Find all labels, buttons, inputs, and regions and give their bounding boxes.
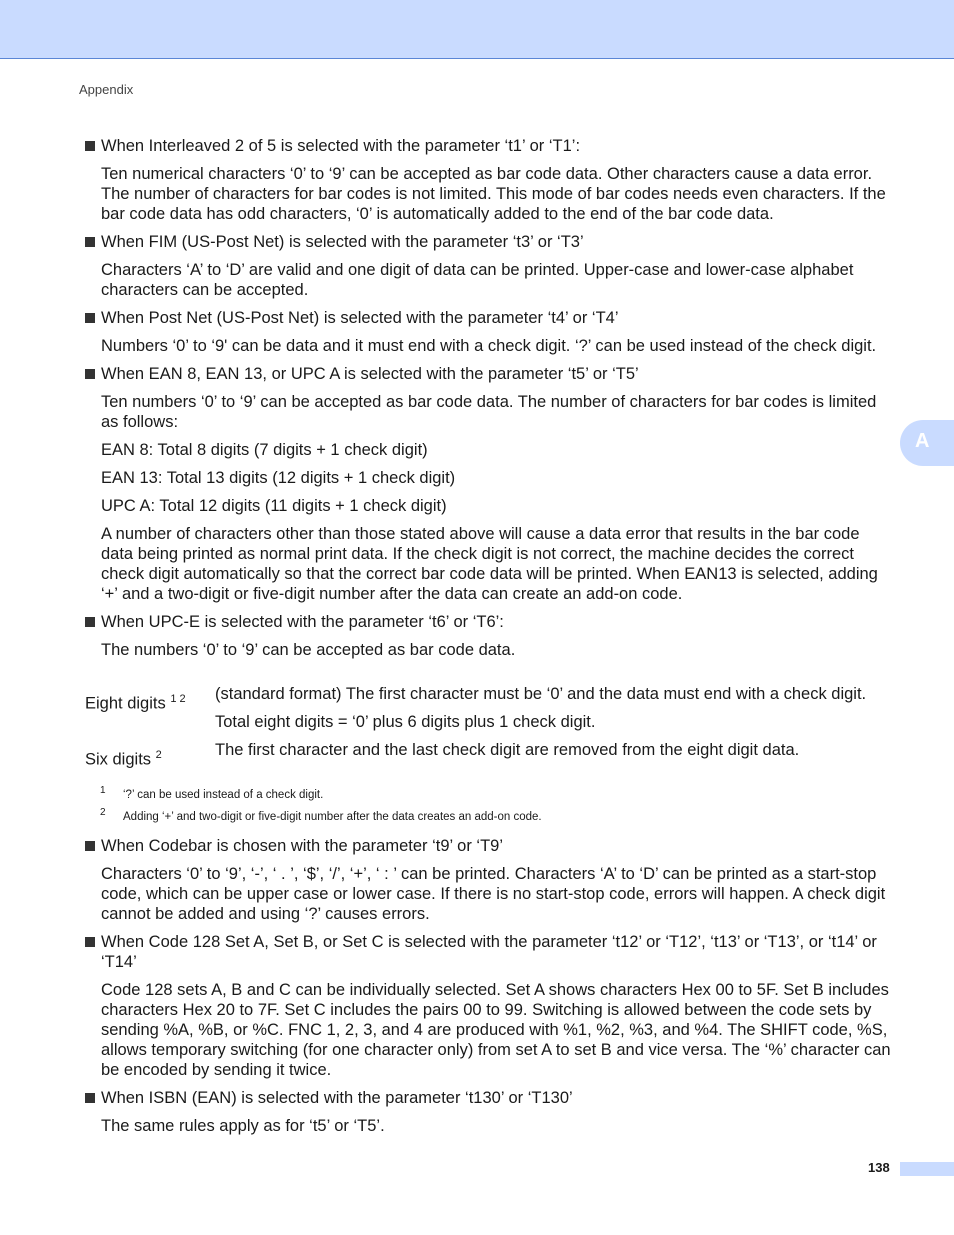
body-paragraph: Code 128 sets A, B and C can be individually selected. Set A shows characters Hex 00 to 5F. Set B includes characters Hex 20 to 7F. Set C includes the pairs 00 to 99. Switching is allowed between the code sets by sending %A, %B, or %C. FNC 1, 2, 3, and 4 are produced with %1, %2, %3, and %4. The SHIFT code, %S, allows temporary switching (for one character only) from set A to set B and vice versa. The ‘%’ character can be encoded by sending it twice. <box>101 980 891 1079</box>
appendix-side-tab <box>900 420 954 466</box>
digits-definition-table <box>85 684 895 778</box>
page-number: 138 <box>868 1160 890 1175</box>
bullet-heading: When Post Net (US-Post Net) is selected with the parameter ‘t4’ or ‘T4’ <box>85 308 895 328</box>
bullet-heading: When EAN 8, EAN 13, or UPC A is selected with the parameter ‘t5’ or ‘T5’ <box>85 364 895 384</box>
square-bullet-icon <box>85 369 95 379</box>
running-head: Appendix <box>79 82 134 97</box>
square-bullet-icon <box>85 617 95 627</box>
body-paragraph: EAN 13: Total 13 digits (12 digits + 1 check digit) <box>101 469 456 487</box>
bullet-heading: When Code 128 Set A, Set B, or Set C is selected with the parameter ‘t12’ or ‘T12’, ‘t13’ or ‘T13’, or ‘t14’ or ‘T14’ <box>85 932 895 972</box>
bullet-heading: When UPC-E is selected with the parameter ‘t6’ or ‘T6’: <box>85 612 895 632</box>
description-cell: (standard format) The first character must be ‘0’ and the data must end with a check digit. Total eight digits = ‘0’ plus 6 digits plus 1 check digit. <box>215 685 867 731</box>
table-row <box>85 740 895 778</box>
body-paragraph: The numbers ‘0’ to ‘9’ can be accepted as bar code data. <box>101 641 516 659</box>
bullet-heading: When Interleaved 2 of 5 is selected with the parameter ‘t1’ or ‘T1’: <box>85 136 895 156</box>
term-cell: Six digits $^2$ <box>85 749 162 769</box>
body-paragraph: UPC A: Total 12 digits (11 digits + 1 check digit) <box>101 497 447 515</box>
square-bullet-icon <box>85 1093 95 1103</box>
description-cell: The first character and the last check digit are removed from the eight digit data. <box>215 741 800 759</box>
body-paragraph: EAN 8: Total 8 digits (7 digits + 1 check digit) <box>101 441 428 459</box>
square-bullet-icon <box>85 937 95 947</box>
body-paragraph: Ten numerical characters ‘0’ to ‘9’ can be accepted as bar code data. Other characters cause a data error. The number of characters for bar codes is not limited. This mode of bar codes needs even characters. If the bar code data has odd characters, ‘0’ is automatically added to the end of the bar code data. <box>101 165 886 223</box>
footnote-ref: 2 <box>155 749 162 761</box>
body-paragraph: A number of characters other than those stated above will cause a data error that results in the bar code data being printed as normal print data. If the check digit is not correct, the machine decides the correct check digit automatically so that the correct bar code data will be printed. When EAN13 is selected, adding ‘+’ and a two-digit or five-digit number after the data can create an add-on code. <box>101 525 878 603</box>
page-content <box>85 136 895 1144</box>
side-tab-letter: A <box>915 430 930 452</box>
square-bullet-icon <box>85 313 95 323</box>
square-bullet-icon <box>85 841 95 851</box>
bullet-heading: When FIM (US-Post Net) is selected with the parameter ‘t3’ or ‘T3’ <box>85 232 895 252</box>
bullet-heading: When Codebar is chosen with the parameter ‘t9’ or ‘T9’ <box>85 836 895 856</box>
footnote-ref: 1 2 <box>170 693 186 705</box>
page-number-bar <box>900 1162 954 1176</box>
footnote: 2 Adding ‘+’ and two-digit or five-digit number after the data creates an add-on code. <box>100 806 542 823</box>
term-cell: Eight digits $^{1 2}$ <box>85 693 186 713</box>
bullet-heading: When ISBN (EAN) is selected with the parameter ‘t130’ or ‘T130’ <box>85 1088 895 1108</box>
square-bullet-icon <box>85 237 95 247</box>
body-paragraph: Characters ‘A’ to ‘D’ are valid and one digit of data can be printed. Upper-case and lower-case alphabet characters can be accepted. <box>101 261 854 299</box>
footnote: 1 ‘?’ can be used instead of a check digit. <box>100 784 324 801</box>
body-paragraph: Characters ‘0’ to ‘9’, ‘-’, ‘ . ’, ‘$’, ‘/’, ‘+’, ‘ : ’ can be printed. Characters ‘A’ to ‘D’ can be printed as a start-stop code, which can be upper case or lower case. If there is no start-stop code, errors will happen. A check digit cannot be added and using ‘?’ causes errors. <box>101 864 886 923</box>
body-paragraph: The same rules apply as for ‘t5’ or ‘T5’. <box>101 1116 385 1135</box>
square-bullet-icon <box>85 141 95 151</box>
body-paragraph: Numbers ‘0’ to ‘9' can be data and it must end with a check digit. ‘?’ can be used instead of the check digit. <box>101 337 877 355</box>
body-paragraph: Ten numbers ‘0’ to ‘9’ can be accepted as bar code data. The number of characters for bar codes is limited as follows: <box>101 393 877 431</box>
header-band <box>0 0 954 59</box>
table-row <box>85 684 895 740</box>
